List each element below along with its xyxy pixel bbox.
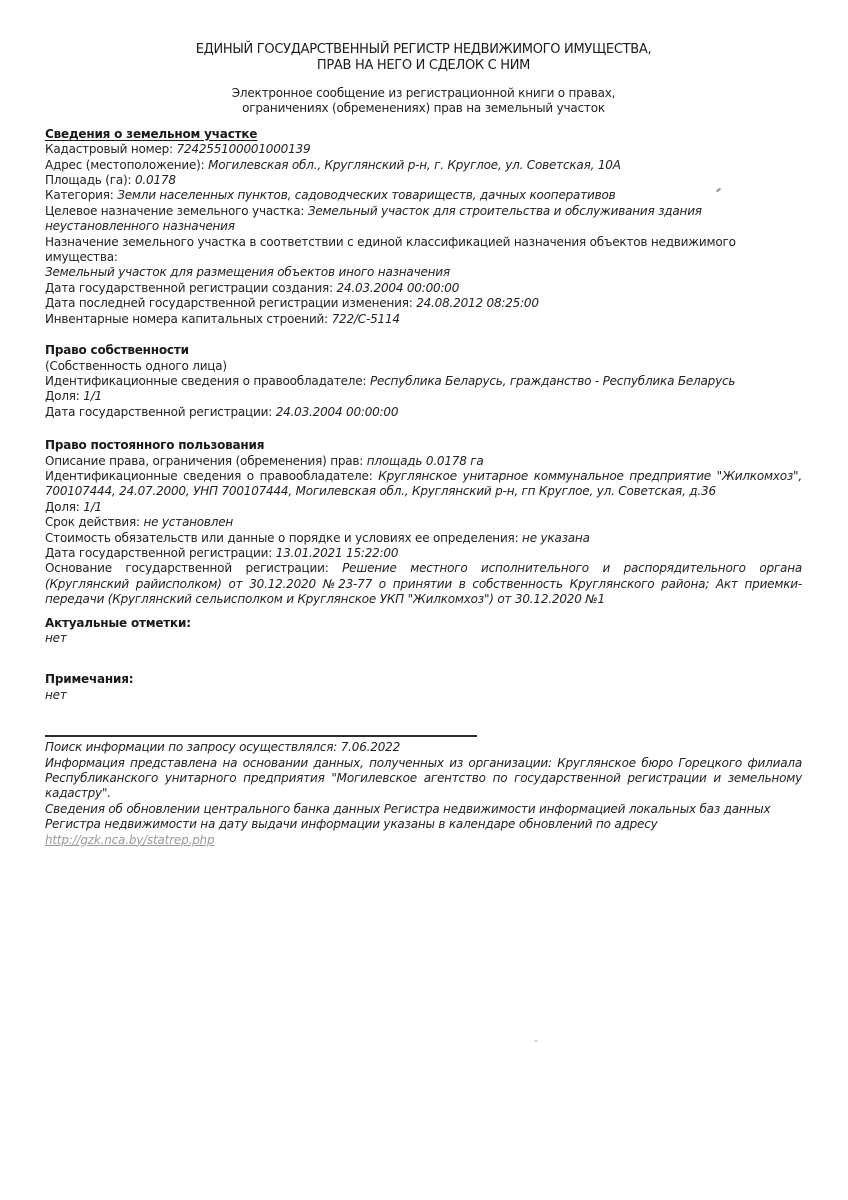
- section-heading-parcel: Сведения о земельном участке: [45, 126, 258, 141]
- section-heading-marks: Актуальные отметки:: [45, 615, 191, 630]
- search-date-line: Поиск информации по запросу осуществлялся: 7.06.2022: [45, 740, 401, 755]
- scan-artifact: [534, 1040, 538, 1042]
- field-label: Дата последней государственной регистрации изменения:: [45, 296, 413, 311]
- section-parcel-info: [45, 127, 802, 327]
- field-row: [45, 531, 802, 546]
- section-actual-marks: [45, 616, 802, 647]
- field-row: [45, 188, 802, 203]
- notes-value: нет: [45, 687, 67, 702]
- field-row: [45, 469, 802, 500]
- field-label: Дата государственной регистрации:: [45, 545, 273, 560]
- section-ownership-right: [45, 343, 802, 420]
- section-heading-notes: Примечания:: [45, 672, 134, 687]
- field-value: Решение местного исполнительного и распорядительного органа (Круглянский райисполком) от 30.12.2020 №23-77 о принятии в собственность Круглянского района; Акт приемки-передачи (Круглянский сельисполком и Круглянское УКП "Жилкомхоз") от 30.12.2020 №1: [45, 561, 802, 607]
- field-value: не установлен: [143, 515, 234, 530]
- document-title-line2: ПРАВ НА НЕГО И СДЕЛОК С НИМ: [316, 58, 531, 73]
- section-heading-ownership: Право собственности: [45, 343, 189, 358]
- field-value: 13.01.2021 15:22:00: [275, 545, 399, 560]
- parcel-fields: [45, 142, 802, 327]
- field-value: 24.08.2012 08:25:00: [416, 296, 539, 311]
- field-value: Республика Беларусь, гражданство - Республика Беларусь: [369, 373, 736, 388]
- field-value: площадь 0.0178 га: [366, 453, 484, 468]
- field-label: Адрес (местоположение):: [45, 157, 205, 172]
- field-label: Площадь (га):: [45, 173, 132, 188]
- field-label: Стоимость обязательств или данные о порядке и условиях ее определения:: [45, 530, 519, 545]
- section-notes: [45, 672, 802, 703]
- field-value: Земельный участок для размещения объектов иного назначения: [45, 265, 450, 280]
- field-value: 24.03.2004 00:00:00: [275, 404, 399, 419]
- field-value: 0.0178: [134, 173, 176, 188]
- field-row: [45, 296, 802, 311]
- field-label: Доля:: [45, 389, 80, 404]
- document-subtitle: [45, 86, 802, 117]
- field-label: Доля:: [45, 499, 80, 514]
- field-label: Назначение земельного участка в соответствии с единой классификацией назначения объектов недвижимого имущества:: [45, 234, 736, 265]
- field-value: 24.03.2004 00:00:00: [336, 280, 460, 295]
- field-row: [45, 515, 802, 530]
- field-label: Основание государственной регистрации:: [45, 561, 329, 576]
- field-row: [45, 500, 802, 515]
- field-row: [45, 173, 802, 188]
- field-value: 1/1: [83, 389, 102, 404]
- field-value: Круглянское унитарное коммунальное предприятие "Жилкомхоз", 700107444, 24.07.2000, УНП 700107444, Могилевская обл., Круглянский р-н, гп Круглое, ул. Советская, д.36: [45, 468, 802, 499]
- section-permanent-use-right: [45, 438, 802, 607]
- field-row: [45, 142, 802, 157]
- field-value: Могилевская обл., Круглянский р-н, г. Круглое, ул. Советская, 10А: [208, 157, 621, 172]
- field-label: Категория:: [45, 188, 114, 203]
- document-footer: [45, 735, 802, 848]
- field-row: [45, 405, 802, 420]
- field-row: [45, 389, 802, 404]
- update-info-line: Сведения об обновлении центрального банка данных Регистра недвижимости информацией локальных баз данных Регистра недвижимости на дату выдачи информации указаны в календаре обновлений по адресу: [45, 801, 771, 832]
- marks-value: нет: [45, 631, 67, 645]
- field-label: Инвентарные номера капитальных строений:: [45, 311, 328, 326]
- field-value: 724255100001000139: [176, 142, 311, 157]
- field-label: Кадастровый номер:: [45, 142, 173, 157]
- field-label: Дата государственной регистрации:: [45, 404, 273, 419]
- field-label: Срок действия:: [45, 515, 140, 530]
- field-row: [45, 561, 802, 607]
- field-row: [45, 281, 802, 296]
- ownership-fields: [45, 374, 802, 420]
- field-label: Идентификационные сведения о правообладателе:: [45, 373, 367, 388]
- permanent-use-fields: [45, 454, 802, 608]
- field-value: не указана: [522, 530, 590, 545]
- field-row: [45, 374, 802, 389]
- field-value: Земельный участок для строительства и обслуживания здания неустановленного назначения: [45, 203, 702, 234]
- document-title-line1: ЕДИНЫЙ ГОСУДАРСТВЕННЫЙ РЕГИСТР НЕДВИЖИМОГО ИМУЩЕСТВА,: [195, 42, 652, 57]
- ownership-subheading: (Собственность одного лица): [45, 358, 227, 373]
- signature-divider: [45, 735, 477, 737]
- field-row: [45, 546, 802, 561]
- statrep-link[interactable]: http://gzk.nca.by/statrep.php: [45, 832, 215, 847]
- field-row: [45, 235, 802, 281]
- document-content: [45, 42, 802, 848]
- field-label: Целевое назначение земельного участка:: [45, 203, 305, 218]
- document-subtitle-line2: ограничениях (обременениях) прав на земельный участок: [242, 101, 605, 116]
- field-label: Идентификационные сведения о правообладателе:: [45, 468, 373, 483]
- field-value: 1/1: [83, 499, 102, 514]
- field-row: [45, 312, 802, 327]
- info-source-line: Информация представлена на основании данных, полученных из организации: Круглянское бюро Горецкого филиала Республиканского унитарного предприятия "Могилевское агентство по государственной регистрации и земельному кадастру".: [45, 755, 802, 801]
- field-row: [45, 454, 802, 469]
- field-label: Описание права, ограничения (обременения) прав:: [45, 453, 364, 468]
- section-heading-permanent-use: Право постоянного пользования: [45, 438, 265, 453]
- field-row: [45, 158, 802, 173]
- document-subtitle-line1: Электронное сообщение из регистрационной книги о правах,: [231, 86, 616, 100]
- field-label: Дата государственной регистрации создания:: [45, 280, 333, 295]
- document-title: [45, 42, 802, 74]
- field-value: Земли населенных пунктов, садоводческих товариществ, дачных кооперативов: [117, 188, 616, 203]
- field-row: [45, 204, 802, 235]
- field-value: 722/С-5114: [331, 311, 400, 326]
